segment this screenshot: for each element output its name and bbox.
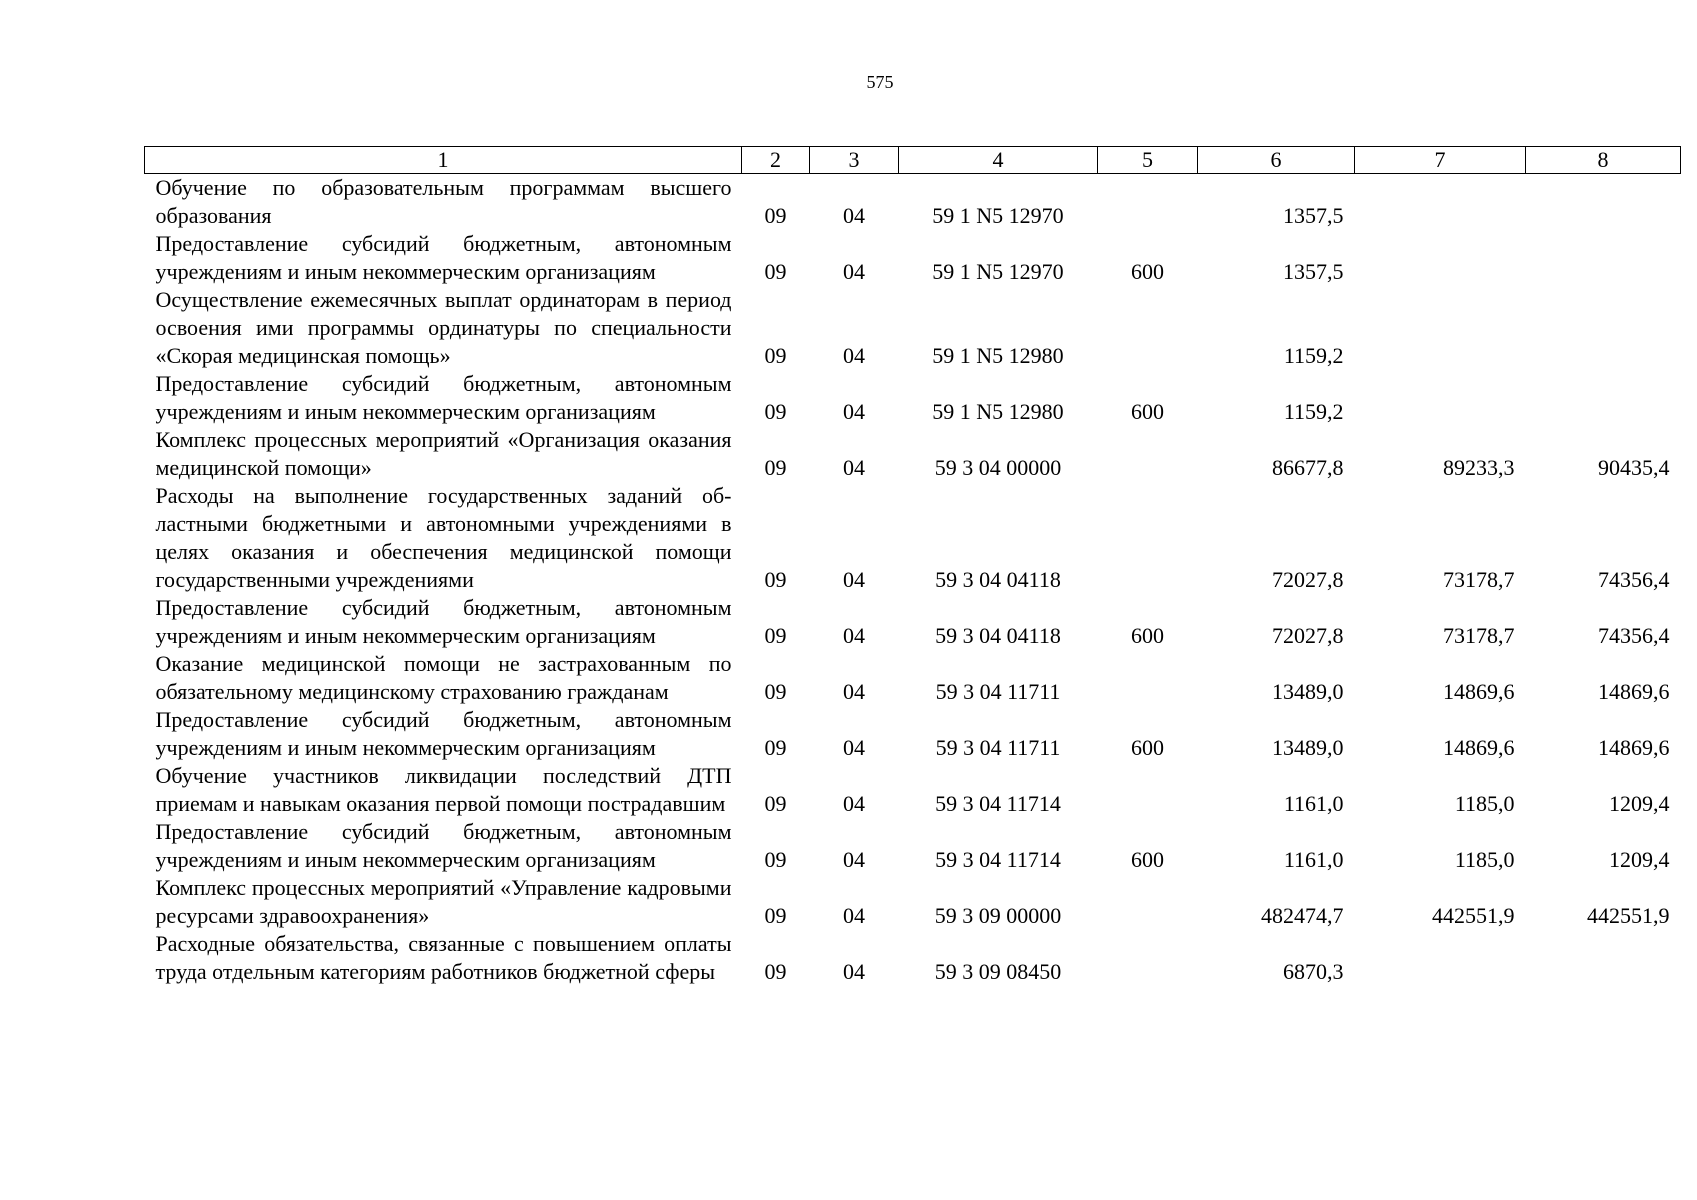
row-amount-col8: 1209,4 [1609, 847, 1670, 872]
row-subsection: 04 [843, 847, 865, 872]
row-amount-col6: 1357,5 [1283, 259, 1344, 284]
row-target-article: 59 3 09 08450 [934, 959, 1062, 984]
row-amount-col6: 1357,5 [1283, 203, 1344, 228]
row-expense-type [1098, 874, 1198, 930]
row-subsection: 04 [843, 203, 865, 228]
row-target-article: 59 3 04 11711 [935, 679, 1061, 704]
row-amount-col8: 1209,4 [1609, 791, 1670, 816]
row-amount-col8: 74356,4 [1598, 623, 1670, 648]
row-amount-col8: 14869,6 [1598, 679, 1670, 704]
row-target-article: 59 3 04 00000 [934, 455, 1062, 480]
table-row [145, 174, 1681, 231]
row-subsection: 04 [843, 399, 865, 424]
row-name: Предоставление субсидий бюджетным, автономным учреждениям и иным некоммерческим организациям [155, 819, 732, 872]
header-cell-3: 3 [810, 147, 899, 174]
row-expense-type: 600 [1131, 259, 1164, 284]
row-amount-col8 [1526, 286, 1681, 370]
row-expense-type: 600 [1131, 623, 1164, 648]
row-amount-col8 [1526, 930, 1681, 986]
row-amount-col6: 13489,0 [1272, 679, 1344, 704]
row-subsection: 04 [843, 791, 865, 816]
row-expense-type [1098, 650, 1198, 706]
row-subsection: 04 [843, 343, 865, 368]
table-row [145, 818, 1681, 874]
row-amount-col7 [1355, 370, 1526, 426]
row-amount-col7: 73178,7 [1443, 623, 1515, 648]
header-row [145, 147, 1681, 174]
row-amount-col6: 1159,2 [1283, 343, 1344, 368]
row-expense-type [1098, 482, 1198, 594]
row-name: Обучение участников ликвидации последствий ДТП приемам и навыкам оказания первой помощи пострадавшим [155, 763, 732, 816]
row-section: 09 [764, 903, 787, 928]
row-amount-col7 [1355, 230, 1526, 286]
header-cell-7: 7 [1355, 147, 1526, 174]
row-amount-col6: 1159,2 [1283, 399, 1344, 424]
row-amount-col6: 6870,3 [1283, 959, 1344, 984]
row-section: 09 [764, 455, 787, 480]
table-row [145, 370, 1681, 426]
row-amount-col8 [1526, 174, 1681, 231]
row-section: 09 [764, 343, 787, 368]
row-amount-col8 [1526, 230, 1681, 286]
row-amount-col8: 14869,6 [1598, 735, 1670, 760]
table-row [145, 482, 1681, 594]
row-name: Осуществление ежемесячных выплат ординаторам в период освоения ими программы ординатуры по специальности «Скорая медицинская помощь» [155, 287, 732, 368]
row-subsection: 04 [843, 259, 865, 284]
row-target-article: 59 1 N5 12980 [932, 399, 1064, 424]
table-row [145, 930, 1681, 986]
table-row [145, 594, 1681, 650]
row-name: Расходные обязательства, связанные с повышением оплаты труда отдельным категориям работников бюджетной сферы [155, 931, 732, 984]
row-amount-col6: 72027,8 [1272, 567, 1344, 592]
header-cell-1: 1 [145, 147, 742, 174]
row-target-article: 59 3 04 11714 [935, 791, 1061, 816]
row-expense-type: 600 [1131, 735, 1164, 760]
table-row [145, 286, 1681, 370]
header-cell-8: 8 [1526, 147, 1681, 174]
row-name: Оказание медицинской помощи не застрахованным по обязательному медицинскому страхованию гражданам [155, 651, 732, 704]
row-amount-col7: 1185,0 [1454, 847, 1515, 872]
row-subsection: 04 [843, 959, 865, 984]
row-name: Предоставление субсидий бюджетным, автономным учреждениям и иным некоммерческим организациям [155, 371, 732, 424]
row-name: Расходы на выполнение государственных заданий областными бюджетными и автономными учреждениями в целях оказания и обеспечения медицинской помощи государственными учреждениями [155, 483, 732, 592]
row-amount-col8: 442551,9 [1587, 903, 1670, 928]
row-section: 09 [764, 203, 787, 228]
header-cell-2: 2 [742, 147, 810, 174]
table-row [145, 650, 1681, 706]
row-amount-col8 [1526, 370, 1681, 426]
row-expense-type [1098, 426, 1198, 482]
row-amount-col7 [1355, 286, 1526, 370]
row-amount-col7: 1185,0 [1454, 791, 1515, 816]
row-name: Предоставление субсидий бюджетным, автономным учреждениям и иным некоммерческим организациям [155, 707, 732, 760]
row-amount-col7: 89233,3 [1443, 455, 1515, 480]
row-expense-type [1098, 762, 1198, 818]
page-number: 575 [866, 72, 894, 92]
row-target-article: 59 3 04 11711 [935, 735, 1061, 760]
table-row [145, 230, 1681, 286]
row-section: 09 [764, 623, 787, 648]
row-target-article: 59 3 04 04118 [935, 623, 1061, 648]
row-amount-col7: 14869,6 [1443, 735, 1515, 760]
row-section: 09 [764, 399, 787, 424]
row-amount-col7 [1355, 174, 1526, 231]
row-subsection: 04 [843, 679, 865, 704]
row-amount-col7 [1355, 930, 1526, 986]
row-expense-type: 600 [1131, 847, 1164, 872]
row-subsection: 04 [843, 903, 865, 928]
row-amount-col8: 90435,4 [1598, 455, 1670, 480]
row-amount-col6: 13489,0 [1272, 735, 1344, 760]
row-target-article: 59 3 04 04118 [935, 567, 1061, 592]
row-subsection: 04 [843, 735, 865, 760]
row-target-article: 59 1 N5 12980 [932, 343, 1064, 368]
table-row [145, 762, 1681, 818]
row-name: Комплекс процессных мероприятий «Управление кадровыми ресурсами здравоохранения» [155, 875, 732, 928]
row-amount-col6: 1161,0 [1283, 847, 1344, 872]
row-name: Обучение по образовательным программам высшего образования [155, 175, 732, 228]
row-amount-col7: 14869,6 [1443, 679, 1515, 704]
row-target-article: 59 3 09 00000 [934, 903, 1062, 928]
row-expense-type [1098, 930, 1198, 986]
row-section: 09 [764, 259, 787, 284]
row-subsection: 04 [843, 623, 865, 648]
row-section: 09 [764, 791, 787, 816]
row-amount-col6: 1161,0 [1283, 791, 1344, 816]
row-section: 09 [764, 847, 787, 872]
table-row [145, 874, 1681, 930]
table-body [145, 174, 1681, 987]
row-section: 09 [764, 735, 787, 760]
header-cell-6: 6 [1198, 147, 1355, 174]
row-subsection: 04 [843, 455, 865, 480]
table-row [145, 426, 1681, 482]
row-amount-col6: 72027,8 [1272, 623, 1344, 648]
row-amount-col7: 442551,9 [1432, 903, 1515, 928]
row-section: 09 [764, 567, 787, 592]
budget-table [144, 146, 1681, 986]
row-target-article: 59 1 N5 12970 [932, 259, 1064, 284]
row-amount-col7: 73178,7 [1443, 567, 1515, 592]
row-section: 09 [764, 959, 787, 984]
table-row [145, 706, 1681, 762]
row-target-article: 59 3 04 11714 [935, 847, 1061, 872]
row-subsection: 04 [843, 567, 865, 592]
row-amount-col6: 482474,7 [1261, 903, 1344, 928]
row-section: 09 [764, 679, 787, 704]
row-name: Предоставление субсидий бюджетным, автономным учреждениям и иным некоммерческим организациям [155, 231, 732, 284]
header-cell-5: 5 [1098, 147, 1198, 174]
row-amount-col6: 86677,8 [1272, 455, 1344, 480]
row-expense-type: 600 [1131, 399, 1164, 424]
row-amount-col8: 74356,4 [1598, 567, 1670, 592]
row-name: Комплекс процессных мероприятий «Организация оказания медицинской помощи» [155, 427, 732, 480]
row-expense-type [1098, 286, 1198, 370]
row-target-article: 59 1 N5 12970 [932, 203, 1064, 228]
row-expense-type [1098, 174, 1198, 231]
header-cell-4: 4 [899, 147, 1098, 174]
row-name: Предоставление субсидий бюджетным, автономным учреждениям и иным некоммерческим организациям [155, 595, 732, 648]
